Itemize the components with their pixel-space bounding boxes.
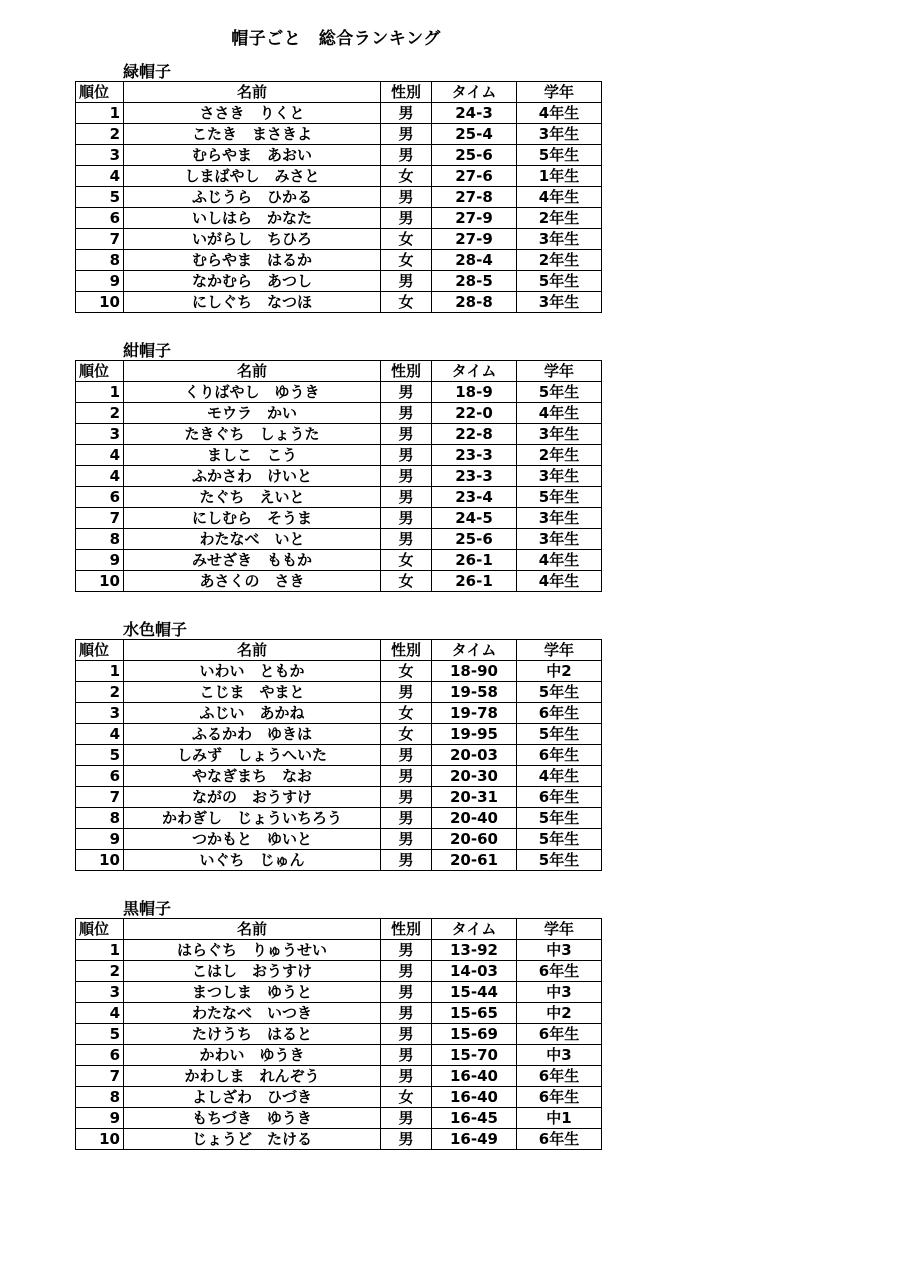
cell-name: いしはら かなた [124, 208, 381, 229]
cell-rank: 9 [76, 550, 124, 571]
cell-name: まつしま ゆうと [124, 982, 381, 1003]
cell-grade: 3年生 [517, 229, 602, 250]
table-header-row [76, 919, 602, 940]
header-gender: 性別 [381, 361, 432, 382]
header-gender: 性別 [381, 640, 432, 661]
cell-grade: 5年生 [517, 682, 602, 703]
cell-grade: 4年生 [517, 766, 602, 787]
ranking-table [75, 918, 602, 1150]
table-row [76, 766, 602, 787]
cell-gender: 女 [381, 1087, 432, 1108]
cell-name: むらやま あおい [124, 145, 381, 166]
table-row [76, 1066, 602, 1087]
table-row [76, 403, 602, 424]
cell-rank: 3 [76, 145, 124, 166]
cell-grade: 4年生 [517, 187, 602, 208]
cell-gender: 女 [381, 661, 432, 682]
table-row [76, 703, 602, 724]
cell-grade: 3年生 [517, 292, 602, 313]
header-name: 名前 [124, 640, 381, 661]
cell-rank: 2 [76, 403, 124, 424]
table-row [76, 292, 602, 313]
ranking-table [75, 639, 602, 871]
table-row [76, 1129, 602, 1150]
ranking-table [75, 360, 602, 592]
cell-grade: 5年生 [517, 724, 602, 745]
cell-gender: 男 [381, 787, 432, 808]
cell-gender: 男 [381, 1129, 432, 1150]
cell-name: いがらし ちひろ [124, 229, 381, 250]
cell-name: しみず しょうへいた [124, 745, 381, 766]
cell-gender: 女 [381, 250, 432, 271]
cell-gender: 男 [381, 529, 432, 550]
cell-name: ふじうら ひかる [124, 187, 381, 208]
table-row [76, 508, 602, 529]
cell-time: 14-03 [432, 961, 517, 982]
cell-name: ふかさわ けいと [124, 466, 381, 487]
cell-rank: 3 [76, 982, 124, 1003]
cell-grade: 6年生 [517, 1066, 602, 1087]
table-row [76, 829, 602, 850]
cell-rank: 7 [76, 508, 124, 529]
cell-name: やなぎまち なお [124, 766, 381, 787]
cell-grade: 4年生 [517, 571, 602, 592]
cell-time: 27-9 [432, 229, 517, 250]
cell-name: はらぐち りゅうせい [124, 940, 381, 961]
cell-grade: 6年生 [517, 745, 602, 766]
table-row [76, 271, 602, 292]
table-row [76, 1003, 602, 1024]
cell-rank: 4 [76, 166, 124, 187]
cell-gender: 男 [381, 103, 432, 124]
header-name: 名前 [124, 82, 381, 103]
cell-time: 27-8 [432, 187, 517, 208]
cell-grade: 4年生 [517, 103, 602, 124]
cell-rank: 8 [76, 250, 124, 271]
header-name: 名前 [124, 919, 381, 940]
cell-time: 24-3 [432, 103, 517, 124]
table-row [76, 1108, 602, 1129]
cell-gender: 男 [381, 829, 432, 850]
cell-time: 20-30 [432, 766, 517, 787]
cell-gender: 男 [381, 850, 432, 871]
cell-gender: 男 [381, 124, 432, 145]
cell-rank: 10 [76, 1129, 124, 1150]
cell-rank: 2 [76, 682, 124, 703]
cell-time: 15-70 [432, 1045, 517, 1066]
cell-rank: 8 [76, 529, 124, 550]
cell-grade: 5年生 [517, 829, 602, 850]
header-grade: 学年 [517, 919, 602, 940]
cell-gender: 女 [381, 724, 432, 745]
cell-time: 13-92 [432, 940, 517, 961]
section-title: 黒帽子 [123, 899, 172, 918]
table-row [76, 103, 602, 124]
table-row [76, 1087, 602, 1108]
table-row [76, 487, 602, 508]
table-row [76, 166, 602, 187]
cell-name: わたなべ いと [124, 529, 381, 550]
table-row [76, 787, 602, 808]
cell-grade: 1年生 [517, 166, 602, 187]
cell-time: 19-58 [432, 682, 517, 703]
cell-name: こはし おうすけ [124, 961, 381, 982]
cell-rank: 1 [76, 940, 124, 961]
table-row [76, 382, 602, 403]
cell-grade: 2年生 [517, 250, 602, 271]
cell-rank: 10 [76, 850, 124, 871]
cell-name: かわぎし じょういちろう [124, 808, 381, 829]
cell-gender: 女 [381, 229, 432, 250]
cell-rank: 1 [76, 661, 124, 682]
cell-gender: 男 [381, 940, 432, 961]
cell-gender: 男 [381, 745, 432, 766]
cell-gender: 男 [381, 961, 432, 982]
table-header-row [76, 640, 602, 661]
cell-gender: 男 [381, 424, 432, 445]
table-row [76, 550, 602, 571]
cell-grade: 中3 [517, 940, 602, 961]
cell-gender: 男 [381, 208, 432, 229]
cell-time: 19-95 [432, 724, 517, 745]
cell-gender: 女 [381, 166, 432, 187]
cell-gender: 男 [381, 1045, 432, 1066]
table-row [76, 850, 602, 871]
cell-name: こじま やまと [124, 682, 381, 703]
cell-name: よしざわ ひづき [124, 1087, 381, 1108]
cell-gender: 女 [381, 292, 432, 313]
cell-time: 20-31 [432, 787, 517, 808]
cell-time: 19-78 [432, 703, 517, 724]
cell-name: ながの おうすけ [124, 787, 381, 808]
cell-rank: 3 [76, 703, 124, 724]
cell-time: 25-4 [432, 124, 517, 145]
table-row [76, 424, 602, 445]
cell-rank: 1 [76, 382, 124, 403]
cell-rank: 1 [76, 103, 124, 124]
cell-time: 23-3 [432, 445, 517, 466]
cell-name: たぐち えいと [124, 487, 381, 508]
table-row [76, 724, 602, 745]
header-name: 名前 [124, 361, 381, 382]
cell-gender: 男 [381, 187, 432, 208]
cell-grade: 中2 [517, 1003, 602, 1024]
cell-name: かわい ゆうき [124, 1045, 381, 1066]
cell-time: 23-3 [432, 466, 517, 487]
cell-grade: 5年生 [517, 382, 602, 403]
cell-name: かわしま れんぞう [124, 1066, 381, 1087]
cell-rank: 5 [76, 745, 124, 766]
cell-grade: 6年生 [517, 961, 602, 982]
ranking-table [75, 81, 602, 313]
cell-rank: 2 [76, 961, 124, 982]
cell-name: ふじい あかね [124, 703, 381, 724]
cell-rank: 4 [76, 445, 124, 466]
cell-time: 18-9 [432, 382, 517, 403]
cell-grade: 6年生 [517, 1129, 602, 1150]
cell-grade: 2年生 [517, 208, 602, 229]
cell-name: むらやま はるか [124, 250, 381, 271]
cell-time: 16-40 [432, 1066, 517, 1087]
cell-name: わたなべ いつき [124, 1003, 381, 1024]
table-row [76, 229, 602, 250]
cell-time: 28-5 [432, 271, 517, 292]
cell-grade: 4年生 [517, 403, 602, 424]
header-time: タイム [432, 82, 517, 103]
cell-time: 20-03 [432, 745, 517, 766]
table-header-row [76, 361, 602, 382]
cell-rank: 4 [76, 466, 124, 487]
cell-grade: 3年生 [517, 424, 602, 445]
cell-rank: 9 [76, 271, 124, 292]
cell-time: 20-61 [432, 850, 517, 871]
cell-grade: 6年生 [517, 1024, 602, 1045]
cell-gender: 男 [381, 271, 432, 292]
cell-grade: 4年生 [517, 550, 602, 571]
table-row [76, 145, 602, 166]
cell-name: モウラ かい [124, 403, 381, 424]
header-grade: 学年 [517, 640, 602, 661]
table-row [76, 187, 602, 208]
cell-rank: 6 [76, 766, 124, 787]
cell-grade: 6年生 [517, 787, 602, 808]
header-rank: 順位 [76, 361, 124, 382]
header-gender: 性別 [381, 82, 432, 103]
cell-name: つかもと ゆいと [124, 829, 381, 850]
cell-time: 27-9 [432, 208, 517, 229]
table-row [76, 445, 602, 466]
table-row [76, 808, 602, 829]
header-time: タイム [432, 640, 517, 661]
cell-rank: 4 [76, 1003, 124, 1024]
cell-name: たきぐち しょうた [124, 424, 381, 445]
cell-name: いぐち じゅん [124, 850, 381, 871]
cell-rank: 7 [76, 787, 124, 808]
cell-rank: 10 [76, 571, 124, 592]
cell-name: あさくの さき [124, 571, 381, 592]
cell-rank: 10 [76, 292, 124, 313]
section-title: 水色帽子 [123, 620, 188, 639]
cell-rank: 5 [76, 1024, 124, 1045]
cell-rank: 9 [76, 829, 124, 850]
cell-name: じょうど たける [124, 1129, 381, 1150]
cell-name: にしぐち なつほ [124, 292, 381, 313]
header-rank: 順位 [76, 919, 124, 940]
cell-gender: 女 [381, 703, 432, 724]
cell-time: 15-65 [432, 1003, 517, 1024]
cell-name: にしむら そうま [124, 508, 381, 529]
cell-time: 28-4 [432, 250, 517, 271]
cell-time: 26-1 [432, 571, 517, 592]
cell-gender: 女 [381, 571, 432, 592]
header-grade: 学年 [517, 361, 602, 382]
cell-rank: 6 [76, 487, 124, 508]
cell-rank: 8 [76, 1087, 124, 1108]
cell-name: こたき まさきよ [124, 124, 381, 145]
cell-name: みせざき ももか [124, 550, 381, 571]
cell-time: 25-6 [432, 529, 517, 550]
cell-time: 18-90 [432, 661, 517, 682]
cell-grade: 6年生 [517, 1087, 602, 1108]
cell-time: 16-49 [432, 1129, 517, 1150]
cell-rank: 4 [76, 724, 124, 745]
table-row [76, 1024, 602, 1045]
cell-gender: 男 [381, 1066, 432, 1087]
cell-rank: 2 [76, 124, 124, 145]
cell-rank: 9 [76, 1108, 124, 1129]
cell-time: 20-40 [432, 808, 517, 829]
cell-gender: 男 [381, 487, 432, 508]
cell-grade: 3年生 [517, 529, 602, 550]
cell-name: もちづき ゆうき [124, 1108, 381, 1129]
table-row [76, 961, 602, 982]
cell-grade: 中1 [517, 1108, 602, 1129]
cell-grade: 中2 [517, 661, 602, 682]
cell-time: 22-8 [432, 424, 517, 445]
cell-grade: 5年生 [517, 271, 602, 292]
ranking-section [75, 62, 596, 322]
cell-gender: 男 [381, 982, 432, 1003]
cell-rank: 6 [76, 208, 124, 229]
section-title: 緑帽子 [123, 62, 172, 81]
cell-time: 16-40 [432, 1087, 517, 1108]
table-row [76, 571, 602, 592]
table-row [76, 940, 602, 961]
table-row [76, 682, 602, 703]
cell-grade: 5年生 [517, 808, 602, 829]
ranking-section [75, 341, 596, 601]
table-row [76, 661, 602, 682]
header-time: タイム [432, 361, 517, 382]
cell-grade: 3年生 [517, 466, 602, 487]
cell-grade: 3年生 [517, 508, 602, 529]
table-row [76, 529, 602, 550]
cell-rank: 7 [76, 1066, 124, 1087]
cell-gender: 男 [381, 1108, 432, 1129]
cell-name: いわい ともか [124, 661, 381, 682]
table-row [76, 1045, 602, 1066]
cell-gender: 男 [381, 466, 432, 487]
cell-time: 16-45 [432, 1108, 517, 1129]
cell-gender: 男 [381, 766, 432, 787]
cell-name: ましこ こう [124, 445, 381, 466]
header-gender: 性別 [381, 919, 432, 940]
cell-gender: 男 [381, 808, 432, 829]
cell-rank: 3 [76, 424, 124, 445]
cell-time: 24-5 [432, 508, 517, 529]
ranking-section [75, 620, 596, 880]
cell-gender: 男 [381, 382, 432, 403]
header-grade: 学年 [517, 82, 602, 103]
table-row [76, 124, 602, 145]
cell-time: 15-44 [432, 982, 517, 1003]
table-row [76, 250, 602, 271]
cell-time: 15-69 [432, 1024, 517, 1045]
cell-grade: 中3 [517, 1045, 602, 1066]
cell-rank: 8 [76, 808, 124, 829]
cell-name: ふるかわ ゆきは [124, 724, 381, 745]
table-header-row [76, 82, 602, 103]
cell-rank: 6 [76, 1045, 124, 1066]
cell-rank: 7 [76, 229, 124, 250]
cell-time: 22-0 [432, 403, 517, 424]
cell-grade: 5年生 [517, 487, 602, 508]
cell-gender: 女 [381, 550, 432, 571]
cell-grade: 3年生 [517, 124, 602, 145]
cell-gender: 男 [381, 445, 432, 466]
cell-name: なかむら あつし [124, 271, 381, 292]
header-time: タイム [432, 919, 517, 940]
cell-name: ささき りくと [124, 103, 381, 124]
cell-gender: 男 [381, 682, 432, 703]
header-rank: 順位 [76, 640, 124, 661]
cell-gender: 男 [381, 1003, 432, 1024]
cell-time: 23-4 [432, 487, 517, 508]
cell-grade: 5年生 [517, 850, 602, 871]
table-row [76, 208, 602, 229]
section-title: 紺帽子 [123, 341, 172, 360]
table-row [76, 466, 602, 487]
cell-time: 25-6 [432, 145, 517, 166]
cell-gender: 男 [381, 403, 432, 424]
table-row [76, 745, 602, 766]
cell-grade: 中3 [517, 982, 602, 1003]
cell-time: 26-1 [432, 550, 517, 571]
cell-gender: 男 [381, 145, 432, 166]
ranking-section [75, 899, 596, 1159]
cell-name: くりばやし ゆうき [124, 382, 381, 403]
page-title: 帽子ごと 総合ランキング [231, 29, 441, 49]
cell-time: 28-8 [432, 292, 517, 313]
cell-gender: 男 [381, 508, 432, 529]
cell-grade: 6年生 [517, 703, 602, 724]
cell-grade: 5年生 [517, 145, 602, 166]
table-row [76, 982, 602, 1003]
cell-gender: 男 [381, 1024, 432, 1045]
cell-time: 20-60 [432, 829, 517, 850]
cell-time: 27-6 [432, 166, 517, 187]
header-rank: 順位 [76, 82, 124, 103]
cell-rank: 5 [76, 187, 124, 208]
cell-grade: 2年生 [517, 445, 602, 466]
cell-name: しまばやし みさと [124, 166, 381, 187]
cell-name: たけうち はると [124, 1024, 381, 1045]
